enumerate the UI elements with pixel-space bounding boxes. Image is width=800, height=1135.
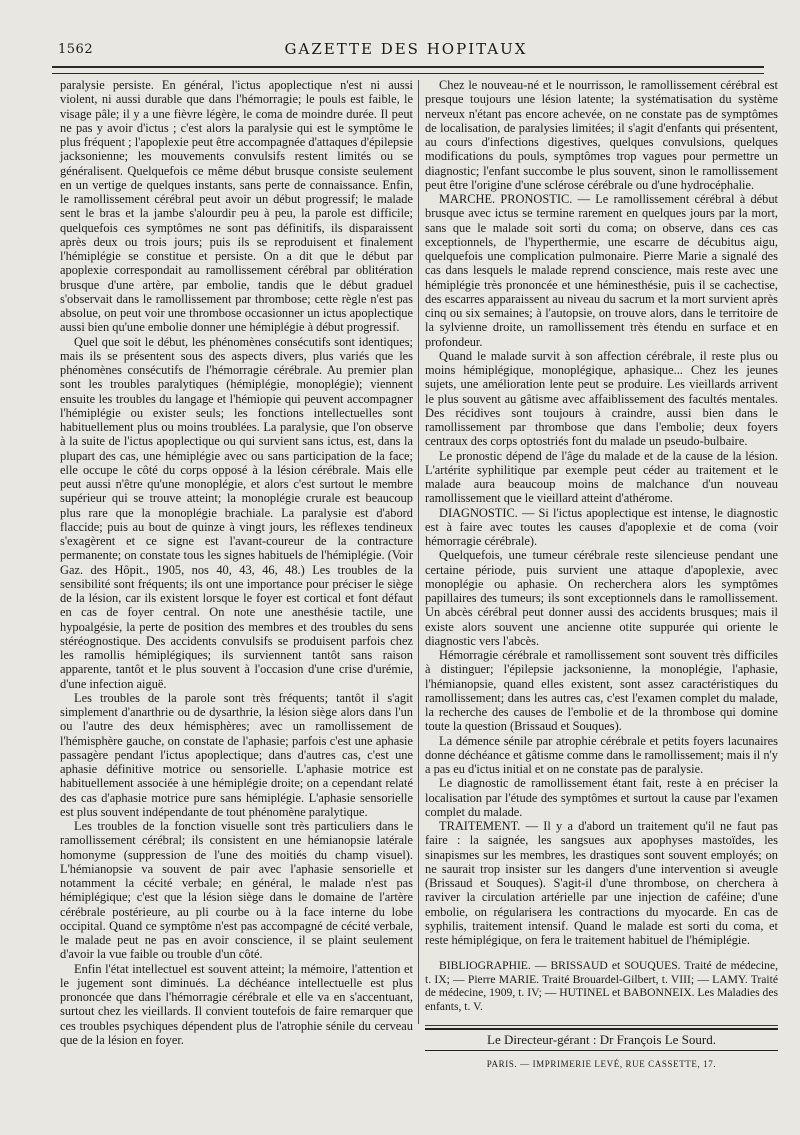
left-column (60, 78, 413, 1047)
paragraph: Enfin l'état intellectuel est souvent atteint; la mémoire, l'attention et le jugement sont diminués. La déchéance intellectuelle est plus prononcée que dans l'hémorragie cérébrale et elle va en s'accentuant, surtout chez les vieillards. Il convient toutefois de faire remarquer que ces troubles psychiques dépendent plus de l'atrophie sénile du cerveau que de la lésion en foyer. (60, 961, 413, 1047)
paragraph: paralysie persiste. En général, l'ictus apoplectique n'est ni aussi violent, ni aussi durable que dans l'hémorragie; le pouls est faible, le visage pâle; il y a une fièvre légère, le coma de moindre durée. Il peut ne pas y avoir d'ictus ; c'est alors la paralysie qui est le symptôme le plus fréquent ; l'apoplexie peut être accompagnée d'attaques d'épilepsie jacksonienne; les mouvements convulsifs restent limités ou se généralisent. Quelquefois ce même début brusque consiste seulement en un vertige de quelques instants, sans perte de connaissance. Enfin, le ramollissement cérébral peut avoir un début progressif; le malade sent le bras et la jambe s'alourdir peu à peu, la parole est difficile; quelquefois ces symptômes ne sont pas définitifs, ils disparaissent après deux ou trois jours; puis ils se reproduisent et finalement l'hémiplégie se constitue et persiste. On a dit que le début par apoplexie correspondait au ramollissement cérébral par oblitération brusque d'une artère, par embolie, tandis que le début graduel s'observait dans le ramollissement par thrombose; cette règle n'est pas absolue, on peut voir une thrombose occasionner un ictus apoplectique aussi bien qu'une embolie donner une hémiplégie à début progressif. (60, 78, 413, 335)
bibliography: BIBLIOGRAPHIE. — BRISSAUD et SOUQUES. Traité de médecine, t. IX; — Pierre MARIE. Traité Brouardel-Gilbert, t. VIII; — LAMY. Traité de médecine, 1909, t. IV; — HUTINEL et BABONNEIX. Les Maladies des enfants, t. V. (425, 959, 778, 1013)
director-line: Le Directeur-gérant : Dr François Le Sourd. (425, 1028, 778, 1050)
printer-line: PARIS. — IMPRIMERIE LEVÉ, RUE CASSETTE, 17. (486, 1058, 717, 1069)
paragraph: Chez le nouveau-né et le nourrisson, le ramollissement cérébral est presque toujours une lésion latente; la systématisation du système nerveux n'étant pas encore achevée, on ne constate pas de symptômes de localisation, de paralysies limitées; il s'agit d'enfants qui présentent, au cours d'infections digestives, quelques convulsions, quelques modifications du pouls, symptômes trop vagues pour permettre un diagnostic; l'enfant succombe le plus souvent, sinon le ramollissement peut être l'origine d'une sclérose cérébrale ou d'une hydrocéphalie. (425, 78, 778, 192)
footer-rule (425, 1025, 778, 1026)
paragraph: Le pronostic dépend de l'âge du malade et de la cause de la lésion. L'artérite syphilitique par exemple peut céder au traitement et le malade aura beaucoup moins de malchance d'un nouveau ramollissement que le vieillard atteint d'athérome. (425, 448, 778, 506)
section-diagnostic: DIAGNOSTIC. — Si l'ictus apoplectique est intense, le diagnostic est à faire avec toutes les causes d'apoplexie et de coma (voir hémorragie cérébrale). (425, 505, 778, 548)
page-number: 1562 (58, 42, 94, 57)
paragraph: La démence sénile par atrophie cérébrale et petits foyers lacunaires donne déchéance et gâtisme comme dans le ramollissement; mais il n'y a pas eu d'ictus initial et on ne constate pas de paralysie. (425, 733, 778, 776)
section-marche-pronostic: MARCHE. PRONOSTIC. — Le ramollissement cérébral à début brusque avec ictus se termine rarement en quelques jours par la mort, sans que le malade soit sorti du coma; on observe, dans ces cas exceptionnels, de l'hyperthermie, une escarre de décubitus aigu, quelquefois une complication pulmonaire. Pierre Marie a signalé des cas dans lesquels le malade reprend conscience, mais reste avec une hémiplégie très prononcée et une héminesthésie, puis il se cachectise, des escarres apparaissent au niveau du sacrum et la mort survient après cinq ou six semaines; à l'autopsie, on trouve alors, dans le territoire de la sylvienne droite, un ramollissement très étendu en surface et en profondeur. (425, 192, 778, 349)
paragraph: Quelquefois, une tumeur cérébrale reste silencieuse pendant une certaine période, puis survient une attaque d'apoplexie, avec monoplégie ou aphasie. On recherchera alors les symptômes papillaires des tumeurs; ils sont exceptionnels dans le ramollissement. Un abcès cérébral peut donner aussi des accidents brusques; mais il existe alors souvent une ancienne otite suppurée qui oriente le diagnostic vers l'abcès. (425, 548, 778, 648)
paragraph: Hémorragie cérébrale et ramollissement sont souvent très difficiles à distinguer; l'épilepsie jacksonienne, la monoplégie, l'aphasie, l'hémianopsie, quand elles existent, sont assez caractéristiques du ramollissement; dans les autres cas, c'est l'examen complet du malade, la recherche des causes de l'embolie et de la thrombose qui domine toute la question (Brissaud et Souques). (425, 648, 778, 734)
right-column (425, 78, 778, 1071)
paragraph: Les troubles de la fonction visuelle sont très particuliers dans le ramollissement cérébral; ils consistent en une hémianopsie latérale homonyme (suppression de l'une des moitiés du champ visuel). L'hémianopsie va souvent de pair avec l'aphasie sensorielle et notamment la cécité verbale; en général, le malade n'est pas hémiplégique; c'est que la lésion siège dans le domaine de l'artère cérébrale postérieure, au pli courbe ou à la face interne du lobe occipital. Quand ce symptôme n'est pas accompagné de cécité verbale, le malade peut ne pas en avoir conscience, il se plaint seulement d'avoir la vue faible ou trouble d'un côté. (60, 819, 413, 962)
paragraph: Quand le malade survit à son affection cérébrale, il reste plus ou moins hémiplégique, monoplégique, aphasique... Chez les jeunes sujets, une amélioration lente peut se produire. Les vieillards arrivent le plus souvent au gâtisme avec affaiblissement des facultés mentales. Des récidives sont toujours à craindre, aussi bien dans le ramollissement par thrombose que dans l'embolie; deux foyers centraux des corps optostriés font du malade un pseudo-bulbaire. (425, 348, 778, 449)
paragraph: Les troubles de la parole sont très fréquents; tantôt il s'agit simplement d'anarthrie ou de dysarthrie, la lésion siège alors dans l'un ou l'autre des deux hémisphères; avec un ramollissement de l'hémisphère gauche, on constate de l'aphasie; parfois c'est une aphasie passagère pendant l'ictus apoplectique; dans d'autres cas, c'est une aphasie définitive motrice ou sensorielle. L'aphasie motrice est habituellement associée à une hémiplégie droite; on a cependant relaté des cas d'aphasie motrice pure sans hémiplégie. L'aphasie sensorielle est plus souvent indépendante de tout phénomène paralytique. (60, 690, 413, 819)
journal-title: GAZETTE DES HOPITAUX (284, 40, 528, 58)
section-traitement: TRAITEMENT. — Il y a d'abord un traitement qu'il ne faut pas faire : la saignée, les sangsues aux apophyses mastoïdes, les sinapismes sur les membres, les drastiques sont souvent employés; on ne saurait trop insister sur les dangers d'une intervention si aveugle (Brissaud et Souques). S'agit-il d'une thrombose, on cherchera à raviver la circulation artérielle par une injection de caféine; d'une embolie, on régularisera les contractions du myocarde. En cas de syphilis, traitement intensif. Quand le malade est sorti du coma, et reste hémiplégique, on fera le traitement habituel de l'hémiplégie. (425, 819, 778, 947)
header-rule (52, 66, 764, 74)
paragraph: Le diagnostic de ramollissement étant fait, reste à en préciser la localisation par l'étude des symptômes et surtout la cause par l'examen complet du malade. (425, 776, 778, 819)
column-divider (418, 80, 419, 1024)
page-header (52, 38, 760, 62)
paragraph: Quel que soit le début, les phénomènes consécutifs sont identiques; mais ils se présentent sous des aspects divers, plus variés que les phénomènes consécutifs de l'hémorragie cérébrale. Au premier plan sont les troubles paralytiques (hémiplégie, monoplégie); viennent ensuite les troubles du langage et l'hémiopie qui peuvent accompagner l'hémiplégie ou exister seuls; les fonctions intellectuelles sont habituellement plus ou moins troublées. La paralysie, que l'on observe à la suite de l'ictus apoplectique ou qui survient sans ictus, est, dans la plupart des cas, une hémiplégie avec ou sans participation de la face; elle occupe le côté du corps opposé à la lésion cérébrale. Mais elle peut aussi n'être qu'une monoplégie, et alors c'est surtout le membre supérieur qui se trouve atteint; la monoplégie crurale est beaucoup plus rare que la monoplégie brachiale. La paralysie est d'abord flaccide; puis au bout de quinze à vingt jours, les réflexes tendineux s'exagèrent et ce signe est l'avant-coureur de la contracture permanente; on constate tous les signes habituels de l'hémiplégie. (Voir Gaz. des Hôpit., 1905, nos 40, 43, 46, 48.) Les troubles de la sensibilité sont fréquents; ils ont une importance pour préciser le siège de la lésion, car ils existent lorsque le foyer est cortical et font défaut en cas de foyer central. On note une anesthésie tactile, une hypoalgésie, la perte de position des membres et des troubles du sens stéréognostique. Des accidents convulsifs se produisent parfois chez les ramollis hémiplégiques; ils surviennent tantôt sans raison apparente, tantôt et le plus souvent à l'occasion d'une crise d'urémie, d'une infection aiguë. (60, 334, 413, 691)
